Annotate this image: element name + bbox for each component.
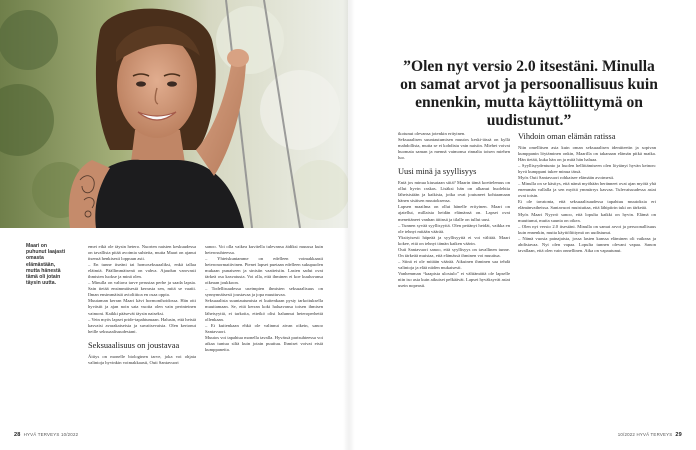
paragraph: sanoo. Voi olla vaikea kuvitella tulevansa äidiksi muussa kuin heterosuhteessa. bbox=[205, 244, 323, 256]
paragraph: – Vein myös lapset pride-tapahtumaan. Halusin, että heistä kasvaisi avarakatseisia ja suvaitsevaisia. Olen kertonut heille seksuaalisuudestani. bbox=[88, 316, 196, 334]
paragraph: – Yhteiskuntamme on edelleen voimakkaasti heteronormatiivinen. Pienet lapset puetaan edelleen sukupuolen mukaan punaiseen ja sinisiin vaatteisiin. Lasten sadut ovat tärkeä osa kasvatusta. Voi olla, että ihminen ei koe kuuluvansa oikeaan joukkoon. bbox=[205, 256, 323, 286]
text-column-2 bbox=[205, 244, 323, 353]
paragraph: Muutos voi tapahtua monella tavalla. Hyvässä parisuhteessa voi aikaa tuntua siltä kuin jotain puuttuu. Ihmiset voivat etsiä kumppaneita. bbox=[205, 334, 323, 352]
pull-quote: ”Olen nyt versio 2.0 itsestäni. Minulla on samat arvot ja persoonallisuus kuin ennenkin, mutta käyttöliittymä on uudistunut.” bbox=[400, 58, 658, 129]
subheading: Uusi minä ja syyllisyys bbox=[398, 167, 477, 177]
magazine-label: HYVÄ TERVEYS 10/2022 bbox=[23, 432, 79, 437]
paragraph: Niin omellitsen asia kuin oman seksuaalisen identiteetin ja sopivan kumppanin löytäminen onkin, Maarilla on takanaan elämän pitkä matka. Hän tietää, kuka hän on ja mitä hän haluaa. bbox=[518, 145, 656, 163]
page-number: 28 bbox=[14, 432, 21, 438]
photo-caption: Maari on puhunut laajasti omasta elämästään, mutta hänestä tämä oli jotain täysin uutta. bbox=[26, 243, 66, 287]
paragraph: Myös Maari Nyyrrö sanoo, että lopulta kaikki on hyvin. Elämä on muuttunut, mutta suunta on oikea. bbox=[518, 211, 656, 223]
paragraph: – Minulla on se käsitys, että nämä myöhään heränneet ovat ajan myötä yhä enemmän vallalla ja sen myötä ymmärrys kasvaa. Tulevaisuudessa asiat ovat toisin. bbox=[518, 181, 656, 199]
subheading: Seksuaalisuus on joustavaa bbox=[88, 340, 180, 350]
paragraph: Muutaman kerran Maari kävi hormonihoidossa. Hän otti hyvästit ja ajan noin sata vuotta olen vain perinteinen vaimoni. Kaikki pääsevät täysin naiseksi. bbox=[88, 298, 196, 316]
page-number: 29 bbox=[675, 432, 682, 438]
paragraph: – Todellisuudessa useimpien ihmisten seksuaalisuus on synnynnäisesti joustavaa ja jopa muuttuvaa. bbox=[205, 286, 323, 298]
text-column-1 bbox=[88, 244, 196, 366]
portrait-photo bbox=[0, 0, 348, 228]
paragraph: – En tunne itseäni tai homoseksuaaliksi, enkä tallaa eläimiä. Päällimmäisenä on vahva. Ajaudun varovasti ihmisten luokse ja minä olen. bbox=[88, 262, 196, 280]
folio-left bbox=[14, 432, 78, 438]
paragraph: – Olen nyt versio 2.0 itsestäni. Minulla on samat arvot ja persoonallisuus kuin ennenkin, mutta käyttöliittymä on uudistunut. bbox=[518, 223, 656, 235]
paragraph: Entä jos minua kiusataan siitä? Maarin tämä koettelemus on ollut hyvin raskas. Lisäksi hän on alkanut huolehtia läheisistään ja kaikista, jotka ovat joutuneet kohtaamaan hänen sisäisen muutoksensa. bbox=[398, 180, 510, 204]
paragraph: Seksuaalisen suuntautumisen muutos keski-iässä on kyllä mahdollista, mutta se ei kohdistu vain naisiin. Miehet voivat huomata saman ja mennä vaimonsa rinnalta toisen miehen luo. bbox=[398, 137, 510, 161]
paragraph: Ei ole tavatonta, että seksuaalisuudessa tapahtuu muutoksia eri elämänvaiheissa. Santavuori muistuttaa, että lähipiirin tuki on tärkeää. bbox=[518, 199, 656, 211]
paragraph: – Siinä ei ole mitään väärää. Aikuinen ihminen saa tehdä valintoja ja elää niiden mukaisesti. bbox=[398, 258, 510, 270]
text-column-3 bbox=[398, 131, 510, 289]
paragraph: tkotunut olevansa jotenkin erityinen. bbox=[398, 131, 466, 136]
paragraph: Lapsen maailma on ollut hänelle erityinen. Maari on ajatellut, millaista heidän elämänsä on. Lapset ovat menettäneet vanhan äitinsä ja tilalle on tullut uusi. bbox=[398, 204, 510, 222]
paragraph: – Minulla on valtava tarve perustaa perhe ja saada lapsia. Sain tietää ensimmäisestä kerrasta sen, mitä se vaatii. Ilman ensimmäistä avioliittoa en osaa oppia. bbox=[88, 280, 196, 298]
paragraph: Outi Santavuori sanoo, että syyllisyys on tavallinen tunne. On tärkeää muistaa, että elämässä ihminen voi muuttua. bbox=[398, 246, 510, 258]
paragraph: – Nämä vuosia painajaista, jossa lasten kanssa eläminen oli vaikeaa ja ahdistavaa. Nyt olen vapaa. Lopulta tunnen olevani vapaa. Sanon tavallaan, että olen vain onnellinen. Aika on vapautunut. bbox=[518, 235, 656, 253]
paragraph: Yksityisesti häpeää ja syyllisyyttä ei voi välttää. Maari kokee, että on tehnyt tämän kaiken väärin. bbox=[398, 234, 510, 246]
paragraph: – Tunnen syvää syyllisyyttä. Olen pettänyt heidät, vaikka en ole tehnyt mitään väärää. bbox=[398, 222, 510, 234]
folio-right bbox=[618, 432, 682, 438]
magazine-label: 10/2022 HYVÄ TERVEYS bbox=[617, 432, 673, 437]
paragraph: Vanhemman “kaapista ulostulo” ei välttämättä ole lapselle niin iso asia kuin aikuiset pelkäävät. Lapset hyväksyvät asiat usein nopeasti. bbox=[398, 270, 510, 289]
paragraph: – Et kuitenkaan ehkä ole valinnut aivan oikein, sanoo Santavuori. bbox=[205, 322, 323, 334]
paragraph: Seksuaalista suuntautumista ei kuitenkaan pysty tarkoituksella muuttamaan. Se, että kerran koki haluavansa toisen ihmisen läheisyyttä, ei tarkoita, etteikö olisi halunnut heteroperhettä ollenkaan. bbox=[205, 298, 323, 322]
paragraph: Myös Outi Santavuori rohkaisee elämään avoimesti. bbox=[518, 175, 615, 181]
paragraph: Äitiys on monelle biologinen tarve, joka voi ohjata valintoja hyvinkin voimakkaasti, Outi Santavuori bbox=[88, 353, 196, 365]
portrait-illustration bbox=[0, 0, 348, 228]
page-gutter bbox=[343, 0, 355, 450]
subheading: Vihdoin oman elämän ratissa bbox=[518, 132, 616, 141]
paragraph: – Syyllisyydentunto ja huolen hellittämiseen olen löytänyt hyvän keinon: hyvä kumppani tukee minua tässä. bbox=[518, 163, 656, 175]
paragraph: emet eikä ole täysin hetero. Nuorten naisten keskuudessa on tavallista pitää avoimia suhteita, mutta Maari on ajanut itsensä henkisesti loppuun asti. bbox=[88, 244, 196, 262]
text-column-4 bbox=[518, 131, 656, 254]
